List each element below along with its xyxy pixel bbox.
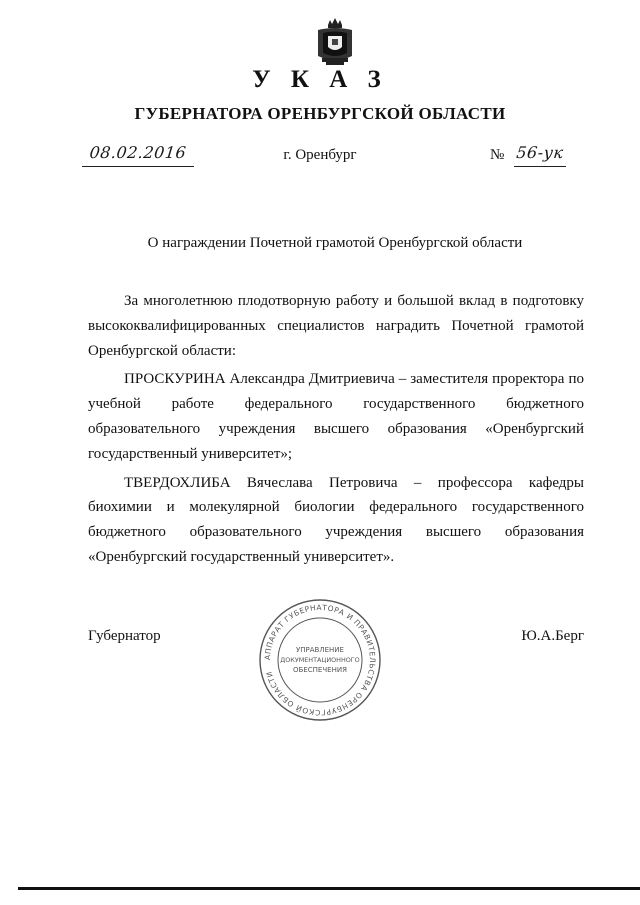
date-handwritten: 08.02.2016 [88, 143, 188, 162]
document-body [88, 289, 584, 574]
stamp-line-3: ОБЕСПЕЧЕНИЯ [293, 666, 347, 674]
document-number [490, 143, 570, 169]
number-underline [514, 166, 566, 167]
bottom-divider [18, 887, 640, 890]
number-handwritten: 56-ук [515, 143, 565, 162]
stamp-line-1: УПРАВЛЕНИЕ [296, 646, 344, 654]
signature-name: Ю.А.Берг [521, 628, 584, 644]
stamp-line-2: ДОКУМЕНТАЦИОННОГО [280, 656, 360, 664]
number-sign: № [490, 147, 505, 163]
body-paragraph: ПРОСКУРИНА Александра Дмитриевича – заместителя проректора по учебной работе федерального государственного бюджетного образовательного учреждения высшего образования «Оренбургский государственный университет»; [88, 371, 584, 462]
coat-of-arms-icon [314, 16, 356, 66]
date-underline [82, 166, 194, 167]
body-paragraph: ТВЕРДОХЛИБА Вячеслава Петровича – профессора кафедры биохимии и молекулярной биологии федерального государственного бюджетного образовательного учреждения высшего образования «Оренбургский государственный университет». [88, 474, 584, 565]
document-city: г. Оренбург [283, 147, 357, 163]
document-subject: О награждении Почетной грамотой Оренбургской области [147, 235, 523, 251]
stamp-ring-text: АППАРАТ ГУБЕРНАТОРА И ПРАВИТЕЛЬСТВА ОРЕНБУРГСКОЙ ОБЛАСТИ [262, 602, 378, 718]
issuer-title: ГУБЕРНАТОРА ОРЕНБУРГСКОЙ ОБЛАСТИ [134, 104, 506, 123]
signature-title: Губернатор [88, 628, 161, 644]
official-stamp-icon [256, 598, 384, 722]
document-type: У К А З [252, 66, 388, 93]
body-paragraph: За многолетнюю плодотворную работу и большой вклад в подготовку высококвалифицированных специалистов наградить Почетной грамотой Оренбургской области: [88, 293, 584, 359]
number-value-field [514, 143, 566, 169]
